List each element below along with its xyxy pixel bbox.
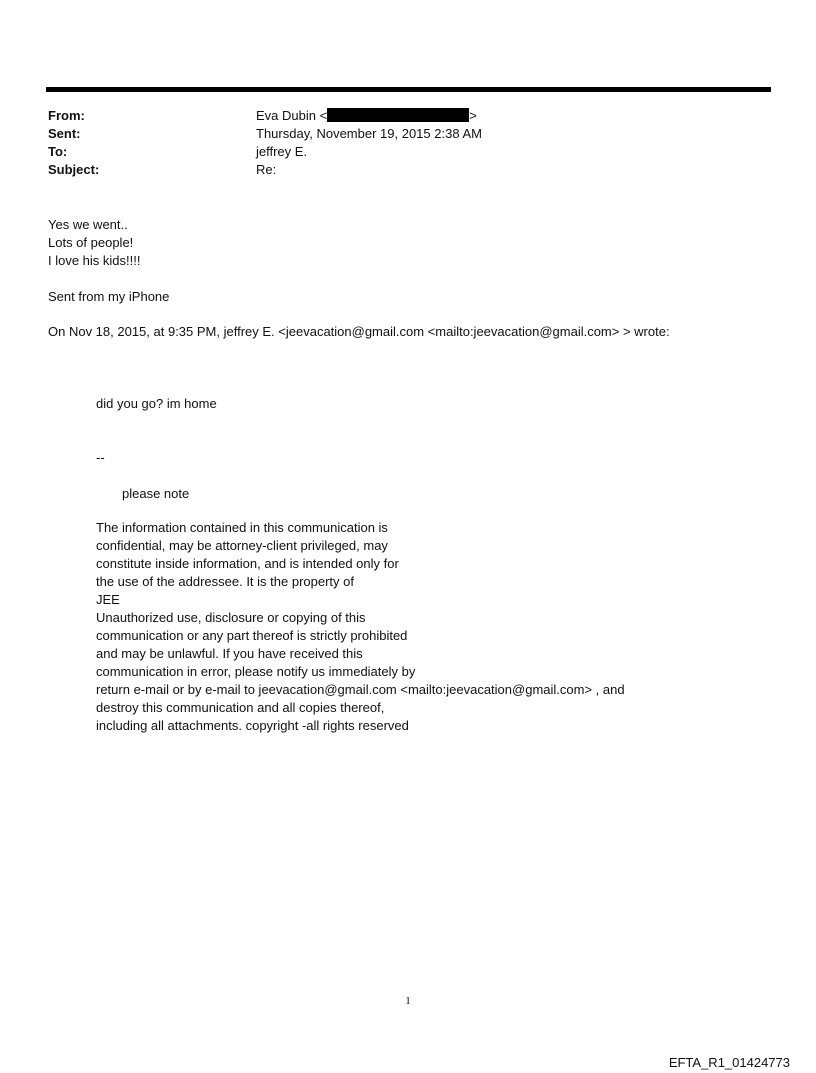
disclaimer-line: communication in error, please notify us immediately by <box>96 664 416 679</box>
reply-body <box>48 216 140 270</box>
page-number: 1 <box>405 995 411 1007</box>
disclaimer-line: constitute inside information, and is intended only for <box>96 556 399 571</box>
please-note: please note <box>122 486 190 501</box>
disclaimer-line: Unauthorized use, disclosure or copying of this <box>96 610 366 625</box>
redaction-bar <box>327 108 469 122</box>
quote-header: On Nov 18, 2015, at 9:35 PM, jeffrey E. <jeevacation@gmail.com <mailto:jeevacation@gmail.com> > wrote: <box>48 324 670 339</box>
disclaimer-line: the use of the addressee. It is the property of <box>96 574 354 589</box>
to-label: To: <box>48 144 68 159</box>
disclaimer-line: communication or any part thereof is strictly prohibited <box>96 628 408 643</box>
document-id: EFTA_R1_01424773 <box>668 1055 790 1070</box>
disclaimer <box>96 519 625 735</box>
sent-value: Thursday, November 19, 2015 2:38 AM <box>256 126 482 141</box>
from-value <box>256 107 477 125</box>
reply-line: I love his kids!!!! <box>48 253 141 268</box>
from-close-bracket: > <box>469 108 477 123</box>
disclaimer-line: destroy this communication and all copies thereof, <box>96 700 385 715</box>
reply-line: Yes we went.. <box>48 217 128 232</box>
disclaimer-line: JEE <box>96 592 120 607</box>
from-open-bracket: < <box>319 108 328 123</box>
from-name: Eva Dubin <box>256 108 316 123</box>
reply-line: Lots of people! <box>48 235 134 250</box>
to-value: jeffrey E. <box>256 144 308 159</box>
subject-value: Re: <box>256 162 277 177</box>
disclaimer-line: confidential, may be attorney-client privileged, may <box>96 538 388 553</box>
disclaimer-line: and may be unlawful. If you have received this <box>96 646 363 661</box>
header-rule <box>46 87 771 92</box>
disclaimer-line: The information contained in this communication is <box>96 520 388 535</box>
disclaimer-line: return e-mail or by e-mail to jeevacation@gmail.com <mailto:jeevacation@gmail.com> , and <box>96 682 625 697</box>
quoted-message: did you go? im home <box>96 396 217 411</box>
subject-label: Subject: <box>48 162 100 177</box>
mobile-signature: Sent from my iPhone <box>48 289 170 304</box>
from-label: From: <box>48 108 85 123</box>
sent-label: Sent: <box>48 126 81 141</box>
disclaimer-line: including all attachments. copyright -all rights reserved <box>96 718 409 733</box>
signature-separator: -- <box>96 450 105 465</box>
